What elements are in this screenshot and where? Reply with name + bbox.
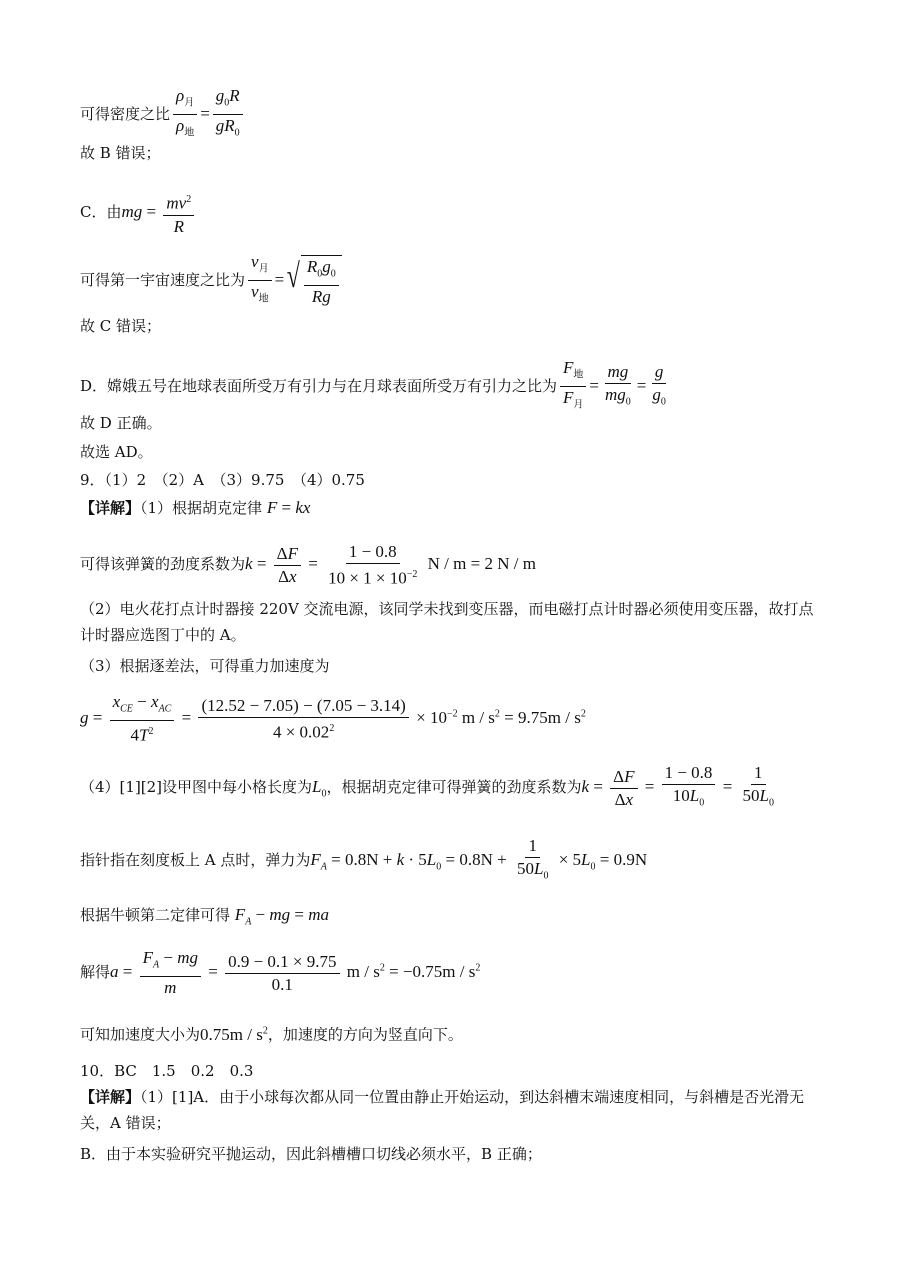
solve-a-line <box>80 948 480 998</box>
b-wrong: 故 B 错误； <box>80 144 161 162</box>
text-velocity: 可得第一宇宙速度之比为 <box>80 270 246 289</box>
q9-part-3: （3）根据逐差法，可得重力加速度为 <box>80 657 330 675</box>
detail-label-10: 【详解】 <box>80 1088 141 1106</box>
q9-part-2: （2）电火花打点计时器接 220V 交流电源，该同学未找到变压器，而电磁打点计时器必须使用变压器，故打点计时器应选图丁中的 A。 <box>80 600 814 644</box>
formula-acc-value: $0.75m / s^2$ <box>200 1024 268 1044</box>
gravity-formula-line <box>80 692 586 746</box>
c-formula-line <box>80 190 197 237</box>
detail-label: 【详解】 <box>80 499 141 517</box>
density-ratio-line <box>80 86 246 144</box>
text-c: C．由 <box>80 203 122 222</box>
formula-gravity-acc: g = $\frac{x_{CE} - x_{AC}}{4T^2}$ = $\frac{(12.52 - 7.05) - (7.05 - 3.14)}{4 \times 0.02^2}$ × $10^{-2}$ $m / s^2 = 9.75m / s^2$ <box>80 692 586 746</box>
force-a-line <box>80 836 647 886</box>
text-hooke: （1）根据胡克定律 <box>140 499 263 517</box>
formula-hooke: F = kx <box>266 498 311 517</box>
text-acc-b: ，加速度的方向为竖直向下。 <box>267 1025 463 1044</box>
d-correct: 故 D 正确。 <box>80 414 162 432</box>
q10-answers: 10．BC 1.5 0.2 0.3 <box>80 1062 254 1080</box>
newton-line <box>80 904 329 933</box>
formula-velocity-ratio: $\frac{v_月}{v_地}$ = √ $\frac{R_0g_0}{Rg}$ <box>245 270 342 289</box>
formula-solve-a: a = $\frac{F_A - mg}{m}$ = $\frac{0.9 - 0.1 \times 9.75}{0.1}$ $m / s^2 = -0.75m / s^2$ <box>110 948 481 998</box>
q10-detail-1 <box>80 1084 820 1136</box>
c-wrong: 故 C 错误； <box>80 317 162 335</box>
text-part4b: ，根据胡克定律可得弹簧的劲度系数为 <box>326 778 582 797</box>
formula-force-a: $F_A = 0.8N + k \cdot 5L_0 = 0.8N$ + $\frac{1}{50L_0}$ × $5L_0 = 0.9N$ <box>310 836 648 882</box>
text-d: D．嫦娥五号在地球表面所受万有引力与在月球表面所受万有引力之比为 <box>80 376 558 395</box>
formula-spring-constant: k = $\frac{\Delta F}{\Delta x}$ = $\frac{1 - 0.8}{10 \times 1 \times 10^{-2}}$ N / m = 2 N / m <box>245 542 536 588</box>
d-gravity-line <box>80 358 672 416</box>
q9-detail-1 <box>80 497 310 519</box>
spring-constant-line <box>80 542 536 589</box>
choose-ad: 故选 AD。 <box>80 443 153 461</box>
q9-part-4 <box>80 763 780 813</box>
text-q10-a: （1）[1]A．由于小球每次都从同一位置由静止开始运动，到达斜槽末端速度相同，与斜槽是否光滑无关，A 错误； <box>80 1088 805 1132</box>
velocity-ratio-line <box>80 252 342 310</box>
text-spring-constant: 可得该弹簧的劲度系数为 <box>80 555 246 574</box>
text-part4a: （4）[1][2]设甲图中每小格长度为 <box>80 778 313 797</box>
formula-density-ratio: $\frac{\rho_月}{\rho_地}$ = $\frac{g_0R}{gR_0}$ <box>170 104 246 123</box>
text-solve: 解得 <box>80 963 111 982</box>
text-force-a: 指针指在刻度板上 A 点时，弹力为 <box>80 851 311 870</box>
formula-k-l0: k = $\frac{\Delta F}{\Delta x}$ = $\frac{1 - 0.8}{10L_0}$ = $\frac{1}{50L_0}$ <box>581 763 774 809</box>
text-newton: 根据牛顿第二定律可得 <box>80 906 231 924</box>
symbol-l0: $L_0$ <box>312 777 327 800</box>
formula-centripetal: mg = $\frac{mv^2}{R}$ <box>121 202 197 221</box>
formula-newton: $F_A$ − mg = ma <box>234 905 330 928</box>
text-density: 可得密度之比 <box>80 104 171 123</box>
acc-magnitude-line <box>80 1020 463 1046</box>
formula-gravity-ratio: $\frac{F_地}{F_月}$ = $\frac{mg}{mg_0}$ = $\frac{g}{g_0}$ <box>557 376 672 395</box>
q10-b: B．由于本实验研究平抛运动，因此斜槽槽口切线必须水平，B 正确； <box>80 1145 542 1163</box>
text-acc-a: 可知加速度大小为 <box>80 1025 201 1044</box>
q9-answers: 9．（1）2 （2）A （3）9.75 （4）0.75 <box>80 471 365 489</box>
